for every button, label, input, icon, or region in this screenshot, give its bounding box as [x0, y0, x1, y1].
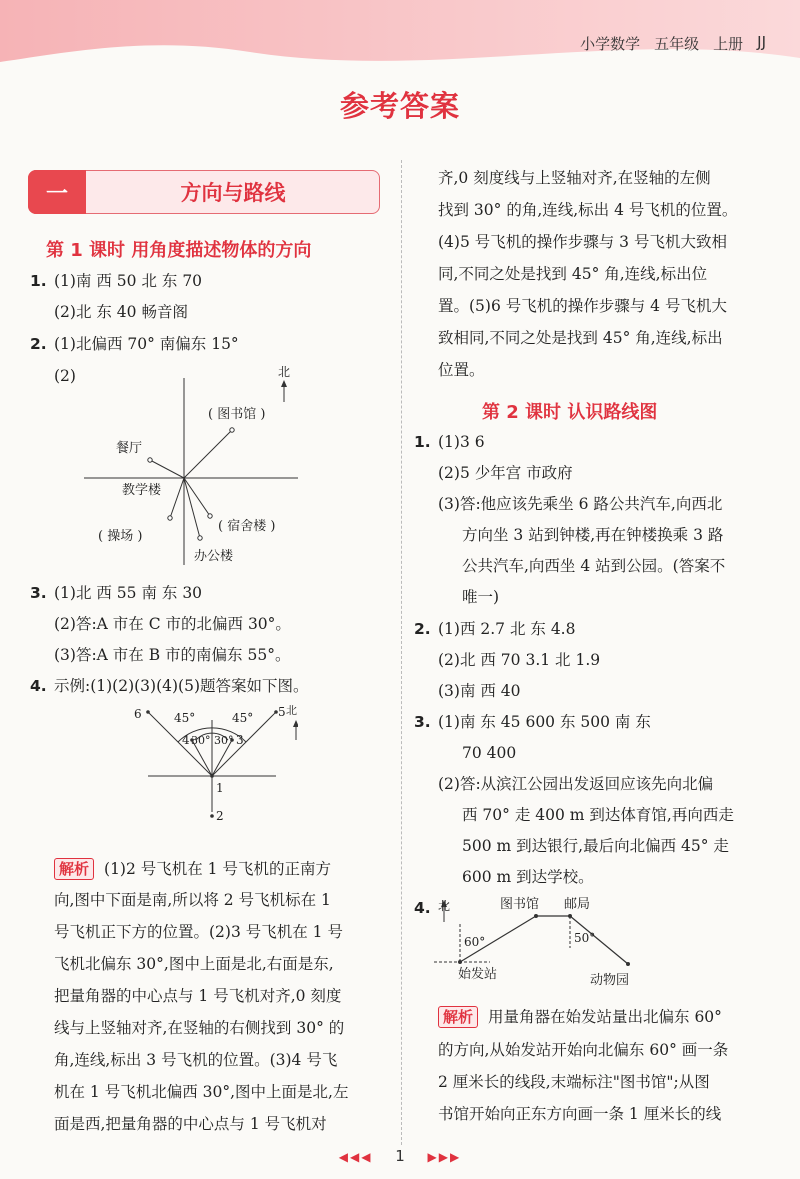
direction-figure-q2 — [76, 360, 306, 575]
q3-answer-2: (2)答:A 市在 C 市的北偏西 30°。 — [54, 615, 291, 633]
analysis-2-line-3: 书馆开始向正东方向画一条 1 厘米长的线 — [438, 1105, 722, 1123]
q4-point-6: 6 — [134, 707, 142, 721]
airplane-figure-q4 — [128, 700, 298, 840]
header-volume: 上册 — [713, 35, 744, 53]
analysis-1-line-3: 飞机北偏东 30°,图中上面是北,右面是东, — [54, 955, 334, 973]
route-angle-60: 60° — [464, 935, 486, 949]
q1-answer-2: (2)北 东 40 畅音阁 — [54, 303, 188, 321]
q2-playground-label: ( 操场 ) — [98, 529, 143, 544]
l2-q3-line-0: (1)南 东 45 600 东 500 南 东 — [438, 713, 651, 731]
l2-q3-line-3: 西 70° 走 400 m 到达体育馆,再向西走 — [462, 806, 734, 824]
q2-dorm-label: ( 宿舍楼 ) — [218, 519, 276, 534]
analysis-2-text-0: 用量角器在始发站量出北偏东 60° — [488, 1008, 722, 1026]
right-line-2: (4)5 号飞机的操作步骤与 3 号飞机大致相 — [438, 233, 727, 251]
header-edition: JJ — [757, 33, 766, 51]
l2-q2-line-0: (1)西 2.7 北 东 4.8 — [438, 620, 576, 638]
analysis-1-line-1: 向,图中下面是南,所以将 2 号飞机标在 1 — [54, 891, 331, 909]
footer-right-arrows: ▶▶▶ — [427, 1150, 462, 1164]
q2-teaching-label: 教学楼 — [122, 483, 162, 498]
q2-office-label: 办公楼 — [194, 549, 234, 564]
q4-answer-1: 示例:(1)(2)(3)(4)(5)题答案如下图。 — [54, 677, 309, 695]
l2-q1-line-3: 方向坐 3 站到钟楼,再在钟楼换乘 3 路 — [462, 526, 724, 544]
l2-q2-line-1: (2)北 西 70 3.1 北 1.9 — [438, 651, 601, 669]
l2-q2-line-2: (3)南 西 40 — [438, 682, 521, 700]
analysis-1-line-7: 机在 1 号飞机北偏西 30°,图中上面是北,左 — [54, 1083, 349, 1101]
analysis-1-line-0 — [54, 858, 331, 880]
lesson-1-title: 第 1 课时 用角度描述物体的方向 — [46, 240, 312, 261]
q4-angle-30-left: 30° — [191, 734, 211, 747]
right-line-6: 位置。 — [438, 361, 485, 379]
right-line-3: 同,不同之处是找到 45° 角,连线,标出位 — [438, 265, 708, 283]
section-banner — [28, 170, 380, 214]
lesson-2-title: 第 2 课时 认识路线图 — [482, 402, 658, 423]
right-line-5: 致相同,不同之处是找到 45° 角,连线,标出 — [438, 329, 723, 347]
q2-answer-2: (2) — [54, 367, 76, 385]
l2-q2-number: 2. — [414, 620, 431, 638]
l2-q1-number: 1. — [414, 433, 431, 451]
q4-point-5: 5 — [278, 705, 286, 719]
l2-q1-line-0: (1)3 6 — [438, 433, 485, 451]
l2-q1-line-1: (2)5 少年宫 市政府 — [438, 464, 573, 482]
right-line-0: 齐,0 刻度线与上竖轴对齐,在竖轴的左侧 — [438, 169, 711, 187]
q1-answer-1: (1)南 西 50 北 东 70 — [54, 272, 203, 290]
analysis-1-line-4: 把量角器的中心点与 1 号飞机对齐,0 刻度 — [54, 987, 342, 1005]
route-zoo-label: 动物园 — [590, 973, 630, 988]
l2-q3-line-5: 600 m 到达学校。 — [462, 868, 594, 886]
q2-answer-1: (1)北偏西 70° 南偏东 15° — [54, 335, 239, 353]
header-meta — [580, 33, 766, 54]
analysis-2-line-1: 的方向,从始发站开始向北偏东 60° 画一条 — [438, 1041, 729, 1059]
l2-q3-line-4: 500 m 到达银行,最后向北偏西 45° 走 — [462, 837, 729, 855]
q4-north-label: 北 — [286, 704, 297, 717]
l2-q1-line-5: 唯一) — [462, 588, 500, 606]
q4-angle-45-left: 45° — [174, 711, 196, 725]
analysis-1-line-8: 面是西,把量角器的中心点与 1 号飞机对 — [54, 1115, 327, 1133]
route-start-label: 始发站 — [458, 967, 498, 982]
q2-library-label: ( 图书馆 ) — [208, 407, 266, 422]
analysis-tag-2: 解析 — [438, 1006, 478, 1028]
q3-answer-1: (1)北 西 55 南 东 30 — [54, 584, 203, 602]
analysis-1-line-5: 线与上竖轴对齐,在竖轴的右侧找到 30° 的 — [54, 1019, 345, 1037]
route-north-label: 北 — [438, 899, 451, 913]
q4-number: 4. — [30, 677, 47, 695]
route-angle-50: 50° — [574, 931, 596, 945]
q2-canteen-label: 餐厅 — [116, 441, 143, 456]
analysis-2-line-0 — [438, 1006, 722, 1028]
route-figure-q4 — [430, 890, 700, 990]
page-footer — [0, 1147, 800, 1165]
q2-number: 2. — [30, 335, 47, 353]
section-index: 一 — [28, 170, 86, 214]
l2-q3-line-1: 70 400 — [462, 744, 517, 762]
analysis-1-line-6: 角,连线,标出 3 号飞机的位置。(3)4 号飞 — [54, 1051, 338, 1069]
analysis-1-line-2: 号飞机正下方的位置。(2)3 号飞机在 1 号 — [54, 923, 343, 941]
l2-q1-line-2: (3)答:他应该先乘坐 6 路公共汽车,向西北 — [438, 495, 723, 513]
header-grade: 五年级 — [654, 35, 700, 53]
l2-q1-line-4: 公共汽车,向西坐 4 站到公园。(答案不 — [462, 557, 726, 575]
right-line-4: 置。(5)6 号飞机的操作步骤与 4 号飞机大 — [438, 297, 727, 315]
q3-answer-3: (3)答:A 市在 B 市的南偏东 55°。 — [54, 646, 291, 664]
column-divider — [401, 160, 402, 1145]
l2-q3-line-2: (2)答:从滨江公园出发返回应该先向北偏 — [438, 775, 714, 793]
right-line-1: 找到 30° 的角,连线,标出 4 号飞机的位置。 — [438, 201, 738, 219]
analysis-2-line-2: 2 厘米长的线段,末端标注"图书馆";从图 — [438, 1073, 710, 1091]
q4-point-2: 2 — [216, 809, 224, 823]
header-subject: 小学数学 — [580, 35, 641, 53]
route-library-label: 图书馆 — [500, 897, 540, 912]
page-title: 参考答案 — [339, 89, 460, 123]
section-title: 方向与路线 — [180, 181, 286, 205]
l2-q3-number: 3. — [414, 713, 431, 731]
analysis-tag-1: 解析 — [54, 858, 94, 880]
page-number: 1 — [395, 1147, 405, 1165]
route-post-label: 邮局 — [564, 897, 591, 912]
footer-left-arrows: ◀◀◀ — [338, 1150, 373, 1164]
q4-point-1: 1 — [216, 781, 224, 795]
q4-point-4: 4 — [182, 733, 190, 747]
l2-q4-number: 4. — [414, 899, 431, 917]
analysis-1-text-0: (1)2 号飞机在 1 号飞机的正南方 — [104, 860, 331, 878]
q4-point-3: 3 — [236, 733, 244, 747]
q2-north-label: 北 — [278, 365, 291, 379]
q1-number: 1. — [30, 272, 47, 290]
q4-angle-30-right: 30° — [214, 734, 234, 747]
q3-number: 3. — [30, 584, 47, 602]
q4-angle-45-right: 45° — [232, 711, 254, 725]
